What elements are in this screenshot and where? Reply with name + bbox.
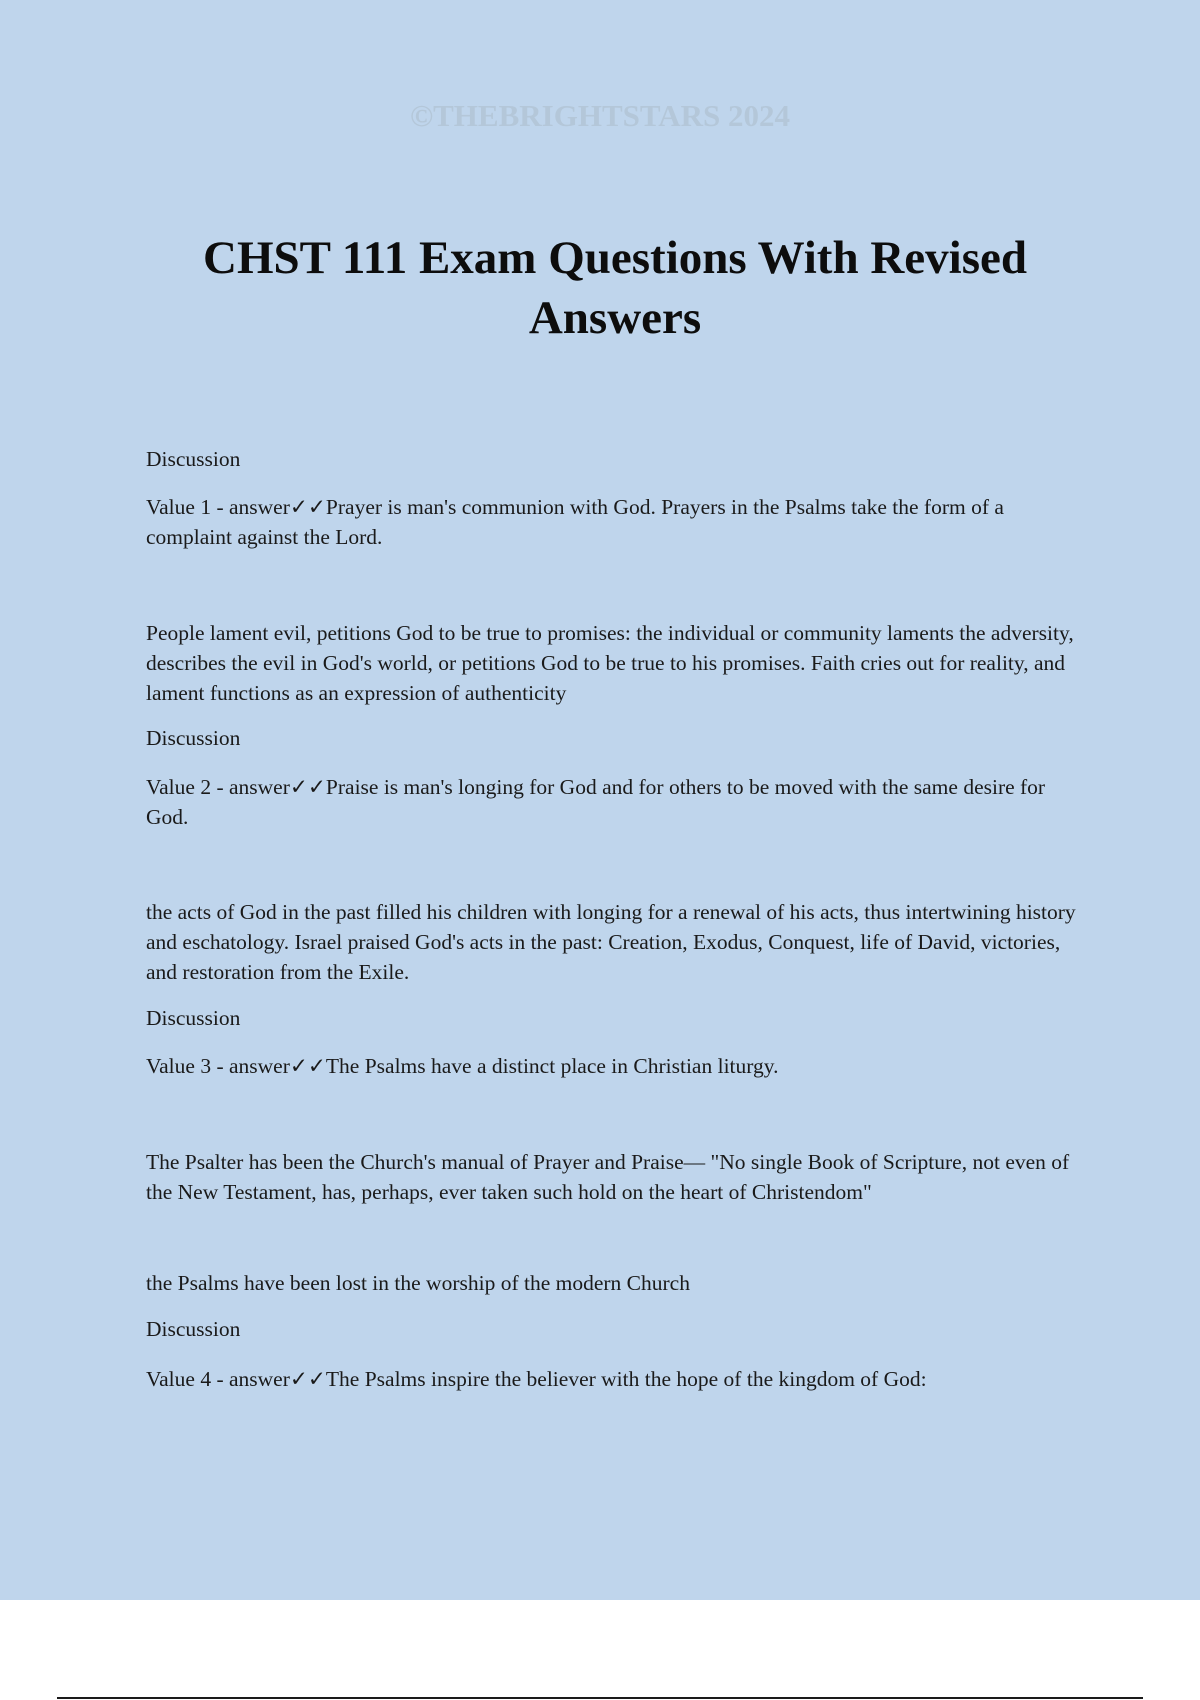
section-heading-discussion-4: Discussion bbox=[146, 1317, 241, 1341]
section-heading-discussion-3: Discussion bbox=[146, 1006, 241, 1030]
answer-value-4: Value 4 - answer✓✓The Psalms inspire the believer with the hope of the kingdom of God: bbox=[146, 1367, 927, 1391]
section-heading-discussion-2: Discussion bbox=[146, 726, 241, 750]
explanation-paragraph-1: People lament evil, petitions God to be true to promises: the individual or community laments the adversity, describes the evil in God's world, or petitions God to be true to his promises. Faith cries out for reality, and lament functions as an expression of authenticity bbox=[146, 621, 1074, 705]
answer-value-2: Value 2 - answer✓✓Praise is man's longing for God and for others to be moved with the same desire for God. bbox=[146, 775, 1046, 829]
footer-divider bbox=[57, 1697, 1143, 1699]
document-title: CHST 111 Exam Questions With Revised Answers bbox=[203, 232, 1027, 344]
section-heading-discussion-1: Discussion bbox=[146, 447, 241, 471]
explanation-paragraph-2: the acts of God in the past filled his children with longing for a renewal of his acts, thus intertwining history and eschatology. Israel praised God's acts in the past: Creation, Exodus, Conquest, life of David, victories, and restoration from the Exile. bbox=[146, 900, 1076, 984]
answer-value-3: Value 3 - answer✓✓The Psalms have a distinct place in Christian liturgy. bbox=[146, 1054, 779, 1078]
watermark: ©THEBRIGHTSTARS 2024 bbox=[409, 98, 791, 133]
note-paragraph-3: the Psalms have been lost in the worship of the modern Church bbox=[146, 1271, 690, 1295]
explanation-paragraph-3: The Psalter has been the Church's manual of Prayer and Praise— "No single Book of Scripture, not even of the New Testament, has, perhaps, ever taken such hold on the heart of Christendom" bbox=[146, 1150, 1070, 1204]
answer-value-1: Value 1 - answer✓✓Prayer is man's communion with God. Prayers in the Psalms take the form of a complaint against the Lord. bbox=[146, 495, 1004, 549]
